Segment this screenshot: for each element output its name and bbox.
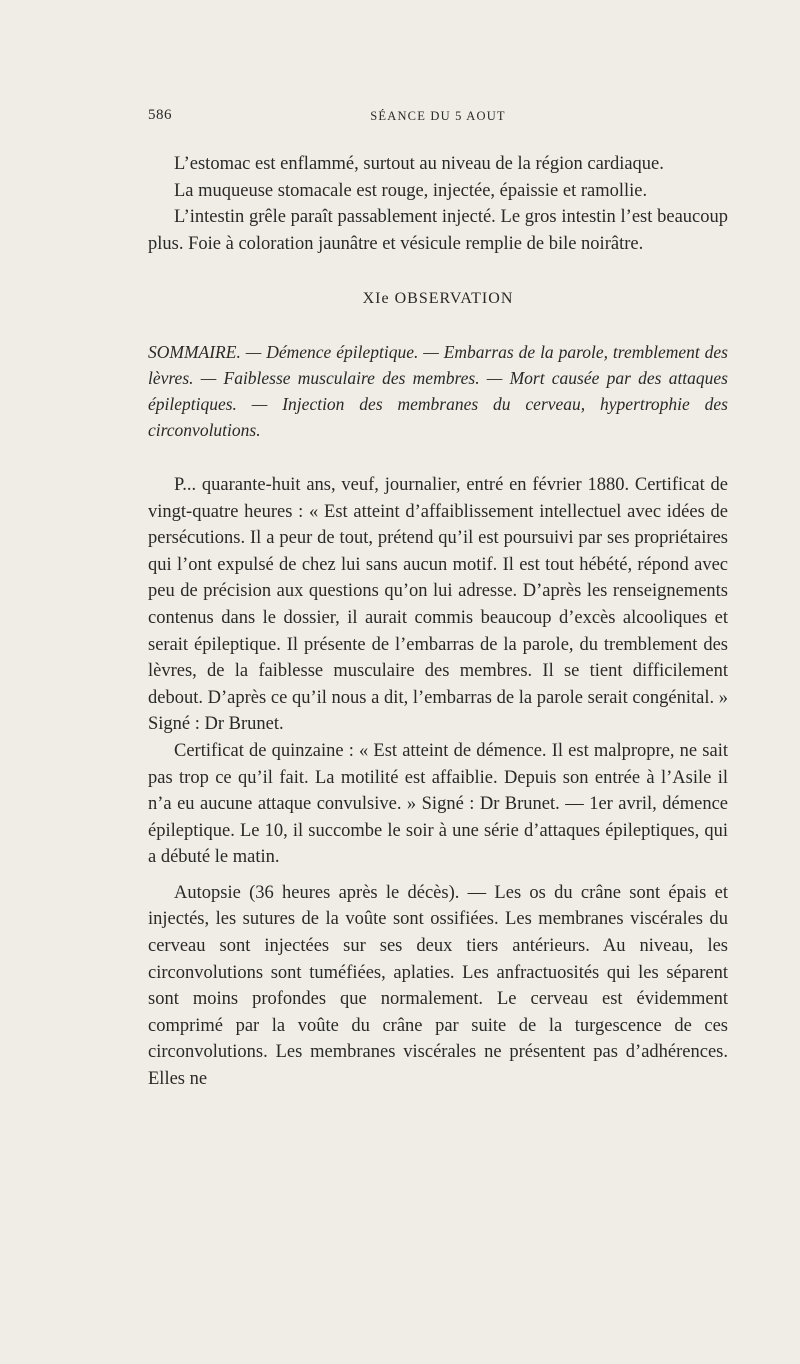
- autopsy-paragraph: Autopsie (36 heures après le décès). — Les os du crâne sont épais et injectés, les sutures de la voûte sont ossifiées. Les membranes viscérales du cerveau sont injectées sur ses deux tiers antérieurs. Au niveau, les circonvolutions sont tuméfiées, aplaties. Les anfractuosités qui les séparent sont moins profondes que normalement. Le cerveau est évidemment comprimé par la voûte du crâne par suite de la turgescence de ces circonvolutions. Les membranes viscérales ne présentent pas d’adhérences. Elles ne: [148, 882, 728, 1090]
- paragraph: L’estomac est enflammé, surtout au niveau de la région cardiaque.: [174, 154, 664, 174]
- observation-paragraph: Certificat de quinzaine : « Est atteint de démence. Il est malpropre, ne sait pas trop ce qu’il fait. La motilité est affaiblie. Depuis son entrée à l’Asile il n’a eu aucune attaque convulsive. » Signé : Dr Brunet. — 1er avril, démence épileptique. Le 10, il succombe le soir à une série d’attaques épileptiques, qui a débuté le matin.: [148, 740, 728, 868]
- section-title: XIe OBSERVATION: [362, 290, 514, 308]
- page-body: [148, 151, 728, 1093]
- observation-paragraph: P... quarante-huit ans, veuf, journalier, entré en février 1880. Certificat de vingt-quatre heures : « Est atteint d’affaiblissement intellectuel avec idées de persécutions. Il a peur de tout, prétend qu’il est poursuivi par ses propriétaires qui l’ont expulsé de chez lui sans aucun motif. Il est tout hébété, répond avec peu de précision aux questions qu’on lui adresse. D’après les renseignements contenus dans le dossier, il aurait commis beaucoup d’excès alcooliques et serait épileptique. Il présente de l’embarras de la parole, du tremblement des lèvres, de la faiblesse musculaire des membres. Il se tient difficilement debout. D’après ce qu’il nous a dit, l’embarras de la parole serait congénital. » Signé : Dr Brunet.: [148, 474, 728, 735]
- page-number: 586: [148, 107, 172, 123]
- paragraph: L’intestin grêle paraît passablement injecté. Le gros intestin l’est beaucoup plus. Foie à coloration jaunâtre et vésicule remplie de bile noirâtre.: [148, 207, 728, 254]
- page-header: [148, 107, 728, 129]
- running-head: SÉANCE DU 5 AOUT: [370, 109, 506, 123]
- paragraph: La muqueuse stomacale est rouge, injectée, épaissie et ramollie.: [174, 180, 648, 201]
- section-summary: SOMMAIRE. — Démence épileptique. — Embarras de la parole, tremblement des lèvres. — Faiblesse musculaire des membres. — Mort causée par des attaques épileptiques. — Injection des membranes du cerveau, hypertrophie des circonvolutions.: [148, 341, 728, 440]
